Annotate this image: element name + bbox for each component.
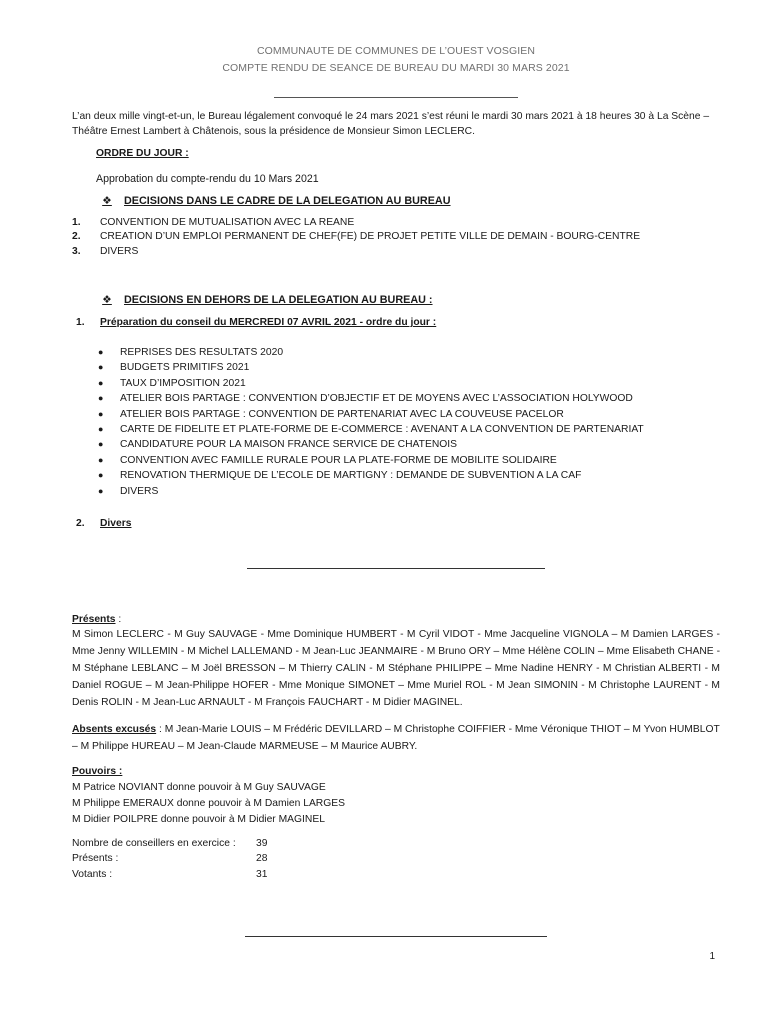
- presents-label: Présents: [72, 613, 116, 625]
- list-item-text: CREATION D’UN EMPLOI PERMANENT DE CHEF(FE) DE PROJET PETITE VILLE DE DEMAIN - BOURG-CENTRE: [100, 231, 641, 243]
- pouvoir-item: M Patrice NOVIANT donne pouvoir à M Guy SAUVAGE: [72, 781, 326, 793]
- section-heading-hors-delegation: [100, 293, 720, 308]
- conseil-preparation-item: [76, 316, 720, 330]
- diamond-bullet-icon: ❖: [102, 195, 112, 208]
- list-item: [72, 230, 720, 245]
- bullet-text: BUDGETS PRIMITIFS 2021: [120, 362, 250, 374]
- list-number: 3.: [72, 246, 81, 258]
- header-subtitle: COMPTE RENDU DE SEANCE DE BUREAU DU MARDI 30 MARS 2021: [222, 61, 570, 74]
- page-number: 1: [709, 951, 715, 962]
- bullet-icon: ●: [98, 377, 104, 388]
- bullet-item: [98, 422, 720, 437]
- bullet-text: DIVERS: [120, 485, 159, 497]
- separator-line: [245, 936, 547, 937]
- count-row: [72, 851, 720, 866]
- intro-paragraph: L’an deux mille vingt-et-un, le Bureau légalement convoqué le 24 mars 2021 s’est réuni le mardi 30 mars 2021 à 18 heures 30 à La Scène – Théâtre Ernest Lambert à Châtenois, sous la présidence de Monsieur Simon LECLERC.: [72, 111, 710, 137]
- separator-line: [274, 97, 518, 98]
- list-number: 2.: [72, 231, 81, 243]
- list-number: 1.: [76, 317, 85, 329]
- bullet-item: [98, 360, 720, 375]
- section-heading-delegation: [100, 194, 720, 209]
- count-label: Présents :: [72, 853, 119, 865]
- list-item-text: CONVENTION DE MUTUALISATION AVEC LA REANE: [100, 216, 355, 228]
- bullet-icon: ●: [98, 362, 104, 373]
- bullet-icon: ●: [98, 439, 104, 450]
- ordre-du-jour-title: ORDRE DU JOUR :: [96, 148, 189, 160]
- list-item-text: Préparation du conseil du MERCREDI 07 AVRIL 2021 - ordre du jour :: [100, 317, 437, 329]
- bullet-icon: ●: [98, 408, 104, 419]
- count-row: [72, 867, 720, 882]
- bullet-text: ATELIER BOIS PARTAGE : CONVENTION DE PARTENARIAT AVEC LA COUVEUSE PACELOR: [120, 408, 564, 420]
- pouvoir-item: M Philippe EMERAUX donne pouvoir à M Damien LARGES: [72, 797, 345, 809]
- delegation-list: [72, 216, 720, 261]
- absents-section: [72, 722, 720, 756]
- list-item: [72, 216, 720, 231]
- bullet-text: ATELIER BOIS PARTAGE : CONVENTION D’OBJECTIF ET DE MOYENS AVEC L’ASSOCIATION HOLYWOOD: [120, 393, 633, 405]
- pouvoir-item: M Didier POILPRE donne pouvoir à M Didier MAGINEL: [72, 813, 325, 825]
- approbation-line: Approbation du compte-rendu du 10 Mars 2021: [96, 172, 319, 185]
- bullet-text: RENOVATION THERMIQUE DE L’ECOLE DE MARTIGNY : DEMANDE DE SUBVENTION A LA CAF: [120, 470, 582, 482]
- separator-line: [247, 568, 545, 569]
- list-item: [72, 245, 720, 260]
- header-title: COMMUNAUTE DE COMMUNES DE L’OUEST VOSGIEN: [256, 45, 536, 57]
- bullet-item: [98, 345, 720, 360]
- count-row: [72, 836, 720, 851]
- absents-label: Absents excusés: [72, 723, 157, 735]
- list-item-text: Divers: [100, 518, 132, 530]
- pouvoirs-label: Pouvoirs :: [72, 765, 123, 777]
- count-label: Nombre de conseillers en exercice :: [72, 837, 236, 849]
- bullet-item: [98, 453, 720, 468]
- bullet-icon: ●: [98, 346, 104, 357]
- count-label: Votants :: [72, 868, 113, 880]
- section-heading-text: DECISIONS DANS LE CADRE DE LA DELEGATION AU BUREAU: [124, 195, 451, 208]
- bullet-icon: ●: [98, 424, 104, 434]
- presents-section: [72, 613, 720, 712]
- count-value: 28: [256, 853, 268, 865]
- presents-label-suffix: :: [115, 613, 122, 625]
- bullet-text: CARTE DE FIDELITE ET PLATE-FORME DE E-COMMERCE : AVENANT A LA CONVENTION DE PARTENARIAT: [120, 424, 644, 435]
- document-header: [72, 44, 720, 75]
- bullet-text: CONVENTION AVEC FAMILLE RURALE POUR LA PLATE-FORME DE MOBILITE SOLIDAIRE: [120, 454, 557, 466]
- bullet-item: [98, 376, 720, 391]
- bullet-item: [98, 468, 720, 483]
- counts-section: [72, 836, 720, 882]
- bullet-text: TAUX D’IMPOSITION 2021: [120, 377, 246, 389]
- absents-list: : M Jean-Marie LOUIS – M Frédéric DEVILLARD – M Christophe COIFFIER - Mme Véronique THIOT – M Yvon HUMBLOT – M Philippe HUREAU – M Jean-Claude MARMEUSE – M Maurice AUBRY.: [72, 723, 720, 752]
- bullet-icon: ●: [98, 393, 104, 404]
- bullet-text: CANDIDATURE POUR LA MAISON FRANCE SERVICE DE CHATENOIS: [120, 439, 457, 451]
- bullet-item: [98, 391, 720, 406]
- conseil-agenda-list: [98, 345, 720, 499]
- presents-list: M Simon LECLERC - M Guy SAUVAGE - Mme Dominique HUMBERT - M Cyril VIDOT - Mme Jacqueline VIGNOLA – M Damien LARGES - Mme Jenny WILLEMIN - M Michel LALLEMAND - M Jean-Luc JEANMAIRE - M Bruno ORY – Mme Hélène COLIN – Mme Elisabeth CHANE - M Stéphane LEBLANC – M Joël BRESSON – M Thierry CALIN - M Stéphane PHILIPPE – Mme Nadine HENRY - M Christian ALBERTI - M Daniel ROGUE – M Jean-Philippe HOFER - Mme Monique SIMONET – Mme Muriel ROL - M Jean SIMONIN - M Christophe LAURENT - M Denis ROLIN - M Jean-Luc ARNAULT - M François FAUCHART - M Didier MAGINEL.: [72, 629, 720, 708]
- count-value: 31: [256, 868, 268, 880]
- bullet-icon: ●: [98, 470, 104, 481]
- bullet-icon: ●: [98, 485, 104, 496]
- pouvoirs-section: [72, 764, 720, 828]
- divers-item: [76, 517, 720, 531]
- diamond-bullet-icon: ❖: [102, 294, 112, 307]
- list-item-text: DIVERS: [100, 246, 139, 258]
- count-value: 39: [256, 837, 268, 849]
- bullet-icon: ●: [98, 454, 104, 465]
- bullet-text: REPRISES DES RESULTATS 2020: [120, 346, 284, 358]
- list-number: 1.: [72, 216, 81, 228]
- bullet-item: [98, 407, 720, 422]
- section-heading-text: DECISIONS EN DEHORS DE LA DELEGATION AU BUREAU :: [124, 294, 433, 307]
- bullet-item: [98, 437, 720, 452]
- list-number: 2.: [76, 518, 85, 530]
- bullet-item: [98, 484, 720, 499]
